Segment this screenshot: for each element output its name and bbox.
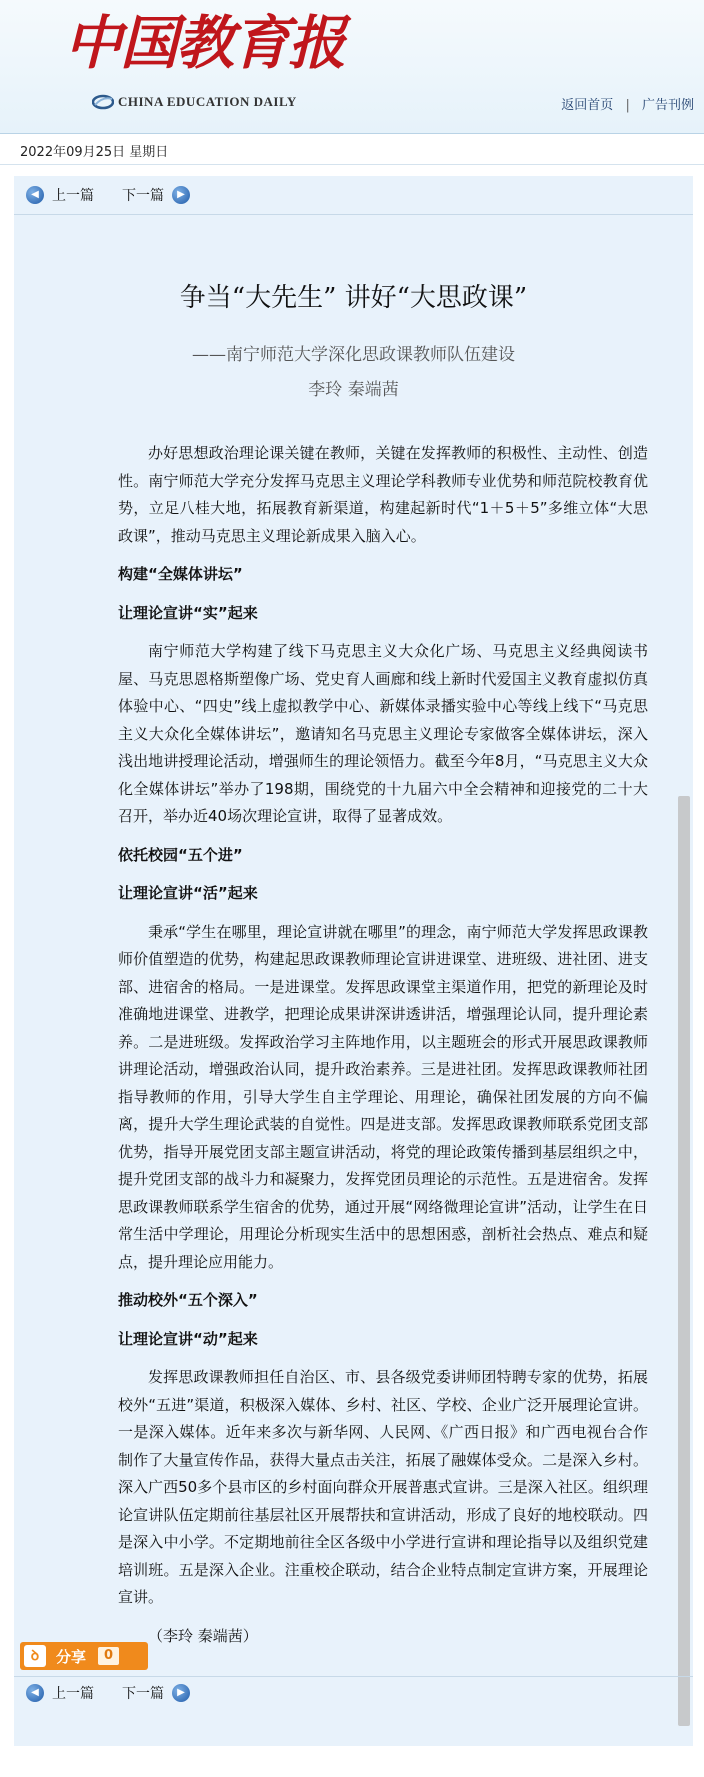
date-bar bbox=[0, 134, 704, 165]
site-header bbox=[0, 0, 704, 134]
section-subheading: 让理论宣讲“实”起来 bbox=[118, 603, 258, 622]
prev-article-link[interactable]: 上一篇 bbox=[52, 1686, 94, 1702]
issue-date: 2022年09月25日 星期日 bbox=[20, 145, 169, 160]
arrow-right-icon[interactable]: ▶ bbox=[172, 186, 190, 204]
logo-english-text: CHINA EDUCATION DAILY bbox=[118, 94, 297, 109]
section-heading: 依托校园“五个进” bbox=[118, 845, 243, 864]
article-body bbox=[118, 440, 648, 1650]
article-authors: 李玲 秦端茜 bbox=[308, 380, 399, 400]
divider bbox=[14, 1676, 693, 1677]
share-count: 0 bbox=[98, 1647, 119, 1665]
section-paragraph: 发挥思政课教师担任自治区、市、县各级党委讲师团特聘专家的优势，拓展校外“五进”渠道，积极深入媒体、乡村、社区、学校、企业广泛开展理论宣讲。一是深入媒体。近年来多次与新华网、人民网、《广西日报》和广西电视台合作制作了大量宣传作品，获得大量点击关注，拓展了融媒体受众。二是深入乡村。深入广西50多个县市区的乡村面向群众开展普惠式宣讲。三是深入社区。组织理论宣讲队伍定期前往基层社区开展帮扶和宣讲活动，形成了良好的地校联动。四是深入中小学。不定期地前往全区各级中小学进行宣讲和理论指导以及组织党建培训班。五是深入企业。注重校企联动，结合企业特点制定宣讲方案，开展理论宣讲。 bbox=[118, 1368, 648, 1606]
logo-english bbox=[92, 94, 297, 110]
home-link[interactable]: 返回首页 bbox=[561, 98, 614, 113]
article-subtitle: ——南宁师范大学深化思政课教师队伍建设 bbox=[192, 345, 515, 365]
next-article-link[interactable]: 下一篇 bbox=[122, 1686, 164, 1702]
prev-article-link[interactable]: 上一篇 bbox=[52, 188, 94, 204]
link-separator: | bbox=[625, 98, 630, 113]
arrow-left-icon[interactable]: ◀ bbox=[26, 186, 44, 204]
share-label: 分享 bbox=[56, 1647, 87, 1666]
section-heading: 推动校外“五个深入” bbox=[118, 1291, 258, 1309]
article-title: 争当“大先生” 讲好“大思政课” bbox=[179, 283, 528, 313]
section-subheading: 让理论宣讲“活”起来 bbox=[118, 884, 258, 902]
arrow-right-icon[interactable]: ▶ bbox=[172, 1684, 190, 1702]
share-button[interactable] bbox=[20, 1642, 148, 1670]
section-heading: 构建“全媒体讲坛” bbox=[118, 565, 243, 583]
section-paragraph: 南宁师范大学构建了线下马克思主义大众化广场、马克思主义经典阅读书屋、马克思恩格斯塑像广场、党史育人画廊和线上新时代爱国主义教育虚拟仿真体验中心、“四史”线上虚拟教学中心、新媒体录播实验中心等线上线下“马克思主义大众化全媒体讲坛”，邀请知名马克思主义理论专家做客全媒体讲坛，深入浅出地讲授理论活动，增强师生的理论领悟力。截至今年8月，“马克思主义大众化全媒体讲坛”举办了198期，围绕党的十九届六中全会精神和迎接党的二十大召开，举办近40场次理论宣讲，取得了显著成效。 bbox=[118, 642, 648, 825]
article-panel bbox=[14, 176, 693, 1746]
top-links bbox=[561, 94, 694, 113]
article-nav-top bbox=[26, 184, 190, 206]
logo[interactable]: 中国教育报 bbox=[64, 9, 345, 77]
arrow-left-icon[interactable]: ◀ bbox=[26, 1684, 44, 1702]
article-nav-bottom bbox=[26, 1682, 190, 1704]
next-article-link[interactable]: 下一篇 bbox=[122, 188, 164, 204]
section-paragraph: 秉承“学生在哪里，理论宣讲就在哪里”的理念，南宁师范大学发挥思政课教师价值塑造的优势，构建起思政课教师理论宣讲进课堂、进班级、进社团、进支部、进宿舍的格局。一是进课堂。发挥思政课堂主渠道作用，把党的新理论及时准确地进课堂、进教学，把理论成果讲深讲透讲活，增强理论认同，提升理论素养。二是进班级。发挥政治学习主阵地作用，以主题班会的形式开展思政课教师讲理论活动，增强政治认同，提升政治素养。三是进社团。发挥思政课教师社团指导教师的作用，引导大学生自主学理论、用理论，确保社团发展的方向不偏离，提升大学生理论武装的自觉性。四是进支部。发挥思政课教师联系党团支部优势，指导开展党团支部主题宣讲活动，将党的理论政策传播到基层组织之中，提升党团支部的战斗力和凝聚力，发挥党团员理论的示范性。五是进宿舍。发挥思政课教师联系学生宿舍的优势，通过开展“网络微理论宣讲”活动，让学生在日常生活中学理论，用理论分析现实生活中的思想困惑，剖析社会热点、难点和疑点，提升理论应用能力。 bbox=[118, 922, 648, 1271]
scrollbar[interactable] bbox=[678, 796, 690, 1726]
author-signature: （李玲 秦端茜） bbox=[148, 1626, 258, 1645]
share-icon: ꝺ bbox=[24, 1645, 46, 1667]
divider bbox=[14, 214, 693, 215]
swoosh-icon bbox=[92, 94, 114, 110]
intro-paragraph: 办好思想政治理论课关键在教师，关键在发挥教师的积极性、主动性、创造性。南宁师范大学充分发挥马克思主义理论学科教师专业优势和师范院校教育优势，立足八桂大地，拓展教育新渠道，构建起新时代“1＋5＋5”多维立体“大思政课”，推动马克思主义理论新成果入脑入心。 bbox=[118, 444, 648, 545]
section-subheading: 让理论宣讲“动”起来 bbox=[118, 1329, 258, 1348]
ad-rates-link[interactable]: 广告刊例 bbox=[641, 98, 694, 113]
